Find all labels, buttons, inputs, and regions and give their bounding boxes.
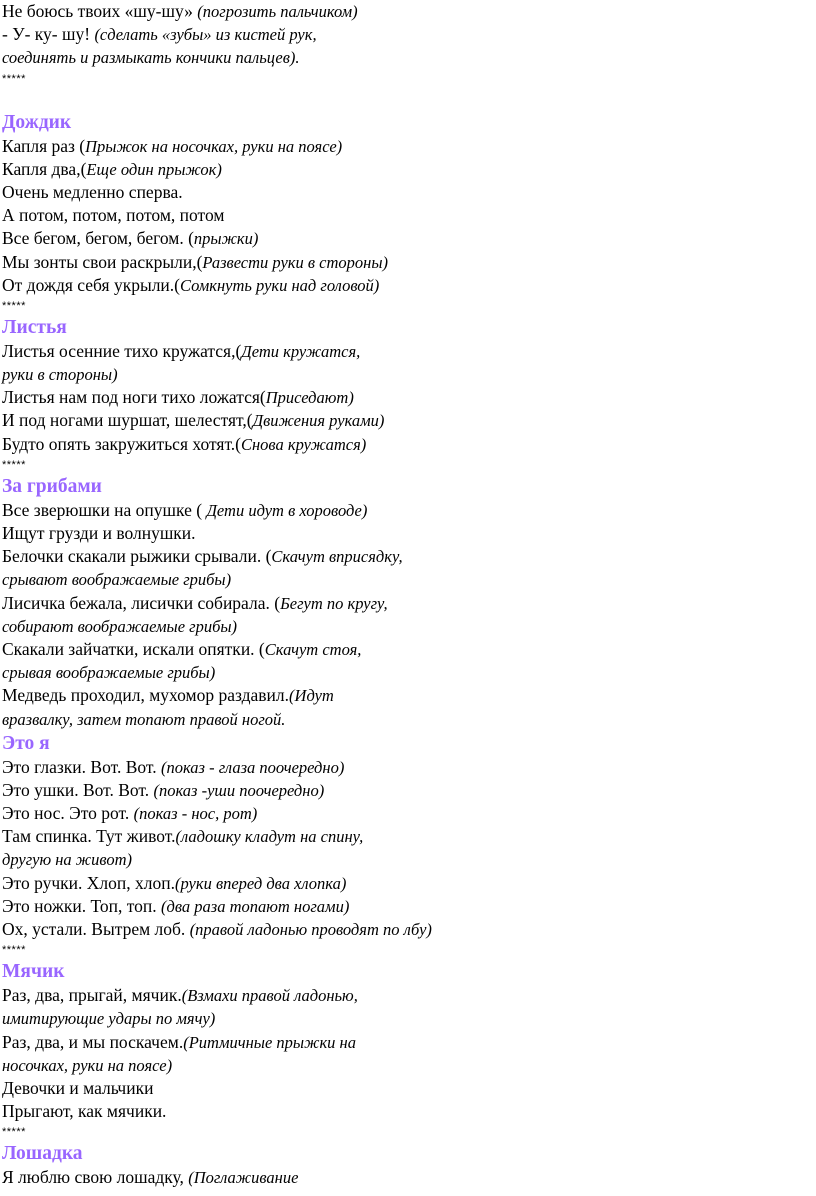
- section-separator: *****: [2, 1126, 26, 1139]
- movement-instruction: собирают воображаемые грибы): [2, 616, 238, 636]
- verse-text: Это нос. Это рот.: [2, 803, 134, 824]
- poem-line: [2, 708, 802, 731]
- verse-text: Медведь проходил, мухомор раздавил.: [2, 685, 290, 706]
- poem-line: [2, 615, 802, 638]
- verse-text: Ищут грузди и волнушки.: [2, 523, 196, 543]
- poem-title: Дождик: [2, 111, 72, 133]
- poem-line: [2, 251, 802, 274]
- movement-instruction: (Взмахи правой ладонью,: [181, 986, 358, 1006]
- poem-line: [2, 825, 802, 848]
- poem-line: [2, 1054, 802, 1077]
- verse-text: Девочки и мальчики: [2, 1077, 154, 1098]
- verse-text: Там спинка. Тут живот.: [2, 826, 176, 847]
- verse-text: Белочки скакали рыжики срывали. (: [2, 546, 272, 567]
- movement-instruction: (показ - нос, рот): [133, 804, 258, 824]
- poem-section: [2, 1141, 802, 1189]
- movement-instruction: другую на живот): [2, 850, 132, 870]
- movement-instruction: руки в стороны): [2, 365, 118, 385]
- poem-section: [2, 110, 802, 315]
- poem-line: [2, 1166, 802, 1189]
- movement-instruction: Скачут стоя,: [264, 639, 362, 659]
- verse-text: Все бегом, бегом, бегом. (: [2, 228, 194, 249]
- verse-text: Раз, два, и мы поскачем.: [2, 1031, 184, 1052]
- poem-title: За грибами: [2, 475, 102, 497]
- poem-line: [2, 135, 802, 158]
- movement-instruction: Движения руками): [252, 411, 385, 431]
- section-separator: *****: [2, 458, 26, 471]
- section-separator: *****: [2, 299, 26, 312]
- poem-line: [2, 158, 802, 181]
- section-separator: *****: [2, 944, 26, 957]
- poem-line: [2, 568, 802, 591]
- poem-line: [2, 1031, 802, 1054]
- verse-text: Капля раз (: [2, 135, 86, 156]
- poem-line: [2, 918, 802, 941]
- poem-line: [2, 386, 802, 409]
- movement-instruction: Дети кружатся,: [241, 341, 361, 361]
- poem-line: [2, 181, 802, 204]
- verse-text: Не боюсь твоих «шу-шу»: [2, 1, 198, 21]
- movement-instruction: (Поглаживание: [188, 1168, 299, 1188]
- movement-instruction: Снова кружатся): [240, 434, 367, 454]
- verse-text: Это ножки. Топ, топ.: [2, 895, 162, 916]
- poem-line: [2, 802, 802, 825]
- verse-text: Прыгают, как мячики.: [2, 1101, 167, 1122]
- verse-text: Очень медленно сперва.: [2, 181, 183, 202]
- poem-line: [2, 1100, 802, 1123]
- movement-instruction: (правой ладонью проводят по лбу): [189, 920, 432, 939]
- movement-instruction: Прыжок на носочках, руки на поясе): [85, 136, 343, 156]
- movement-instruction: (показ -уши поочередно): [153, 780, 325, 800]
- movement-instruction: (ладошку кладут на спину,: [175, 827, 364, 847]
- poem-line: [2, 204, 802, 227]
- verse-text: Скакали зайчатки, искали опятки. (: [2, 638, 265, 659]
- movement-instruction: Дети идут в хороводе): [206, 500, 368, 520]
- movement-instruction: (два раза топают ногами): [161, 896, 350, 916]
- poem-line: [2, 545, 802, 568]
- poem-line: [2, 340, 802, 363]
- poem-line: [2, 433, 802, 456]
- movement-instruction: (показ - глаза поочередно): [160, 757, 345, 777]
- section-separator: *****: [2, 72, 26, 85]
- verse-text: Листья осенние тихо кружатся,(: [2, 340, 242, 361]
- verse-text: Это глазки. Вот. Вот.: [2, 756, 161, 777]
- document-page: [2, 0, 802, 1190]
- verse-text: Капля два,(: [2, 158, 87, 179]
- poem-line: [2, 363, 802, 386]
- movement-instruction: Скачут вприсядку,: [271, 547, 403, 567]
- poem-line: [2, 661, 802, 684]
- poem-line: [2, 499, 802, 522]
- movement-instruction: Развести руки в стороны): [202, 252, 389, 272]
- poem-line: [2, 0, 802, 23]
- verse-text: От дождя себя укрыли.(: [2, 274, 180, 295]
- movement-instruction: (Ритмичные прыжки на: [183, 1032, 356, 1052]
- verse-text: Я люблю свою лошадку,: [2, 1167, 189, 1188]
- movement-instruction: Бегут по кругу,: [280, 593, 388, 613]
- poem-line: [2, 848, 802, 871]
- poem-section: [2, 0, 802, 88]
- poem-line: [2, 895, 802, 918]
- verse-text: Лисичка бежала, лисички собирала. (: [2, 592, 281, 613]
- movement-instruction: прыжки): [193, 229, 259, 249]
- verse-text: Будто опять закружиться хотят.(: [2, 433, 241, 454]
- poem-section: [2, 959, 802, 1141]
- poem-section: [2, 474, 802, 731]
- verse-text: Мы зонты свои раскрыли,(: [2, 251, 203, 272]
- verse-text: Ох, устали. Вытрем лоб.: [2, 919, 190, 939]
- movement-instruction: имитирующие удары по мячу): [2, 1009, 216, 1029]
- poem-line: [2, 1007, 802, 1030]
- movement-instruction: (Идут: [289, 686, 334, 706]
- verse-text: И под ногами шуршат, шелестят,(: [2, 410, 253, 431]
- poem-line: [2, 779, 802, 802]
- poem-line: [2, 756, 802, 779]
- movement-instruction: срывают воображаемые грибы): [2, 570, 232, 590]
- poem-line: [2, 274, 802, 297]
- movement-instruction: срывая воображаемые грибы): [2, 663, 216, 683]
- movement-instruction: Приседают): [265, 388, 354, 408]
- poem-line: [2, 46, 802, 69]
- poem-title: Это я: [2, 732, 50, 754]
- poem-section: [2, 731, 802, 960]
- poem-title: Лошадка: [2, 1143, 83, 1165]
- movement-instruction: (сделать «зубы» из кистей рук,: [94, 25, 317, 45]
- movement-instruction: Сомкнуть руки над головой): [180, 275, 380, 295]
- verse-text: Все зверюшки на опушке (: [2, 499, 207, 520]
- poem-section: [2, 315, 802, 474]
- poem-line: [2, 522, 802, 545]
- poem-title: Листья: [2, 316, 67, 338]
- verse-text: А потом, потом, потом, потом: [2, 205, 225, 226]
- movement-instruction: Еще один прыжок): [86, 159, 222, 179]
- movement-instruction: вразвалку, затем топают правой ногой.: [2, 709, 286, 729]
- verse-text: Раз, два, прыгай, мячик.: [2, 985, 182, 1006]
- verse-text: - У- ку- шу!: [2, 24, 95, 45]
- poem-line: [2, 984, 802, 1007]
- movement-instruction: (руки вперед два хлопка): [175, 873, 347, 893]
- poem-line: [2, 23, 802, 46]
- poem-line: [2, 872, 802, 895]
- verse-text: Это ручки. Хлоп, хлоп.: [2, 872, 175, 893]
- verse-text: Это ушки. Вот. Вот.: [2, 779, 154, 800]
- blank-line: [2, 88, 802, 110]
- poem-title: Мячик: [2, 961, 65, 983]
- movement-instruction: носочках, руки на поясе): [2, 1055, 173, 1075]
- poem-line: [2, 227, 802, 250]
- movement-instruction: соединять и размыкать кончики пальцев).: [2, 48, 300, 68]
- verse-text: Листья нам под ноги тихо ложатся(: [2, 387, 266, 408]
- movement-instruction: (погрозить пальчиком): [197, 2, 358, 21]
- poem-line: [2, 592, 802, 615]
- poem-line: [2, 409, 802, 432]
- poem-line: [2, 684, 802, 707]
- poem-line: [2, 1077, 802, 1100]
- poem-line: [2, 638, 802, 661]
